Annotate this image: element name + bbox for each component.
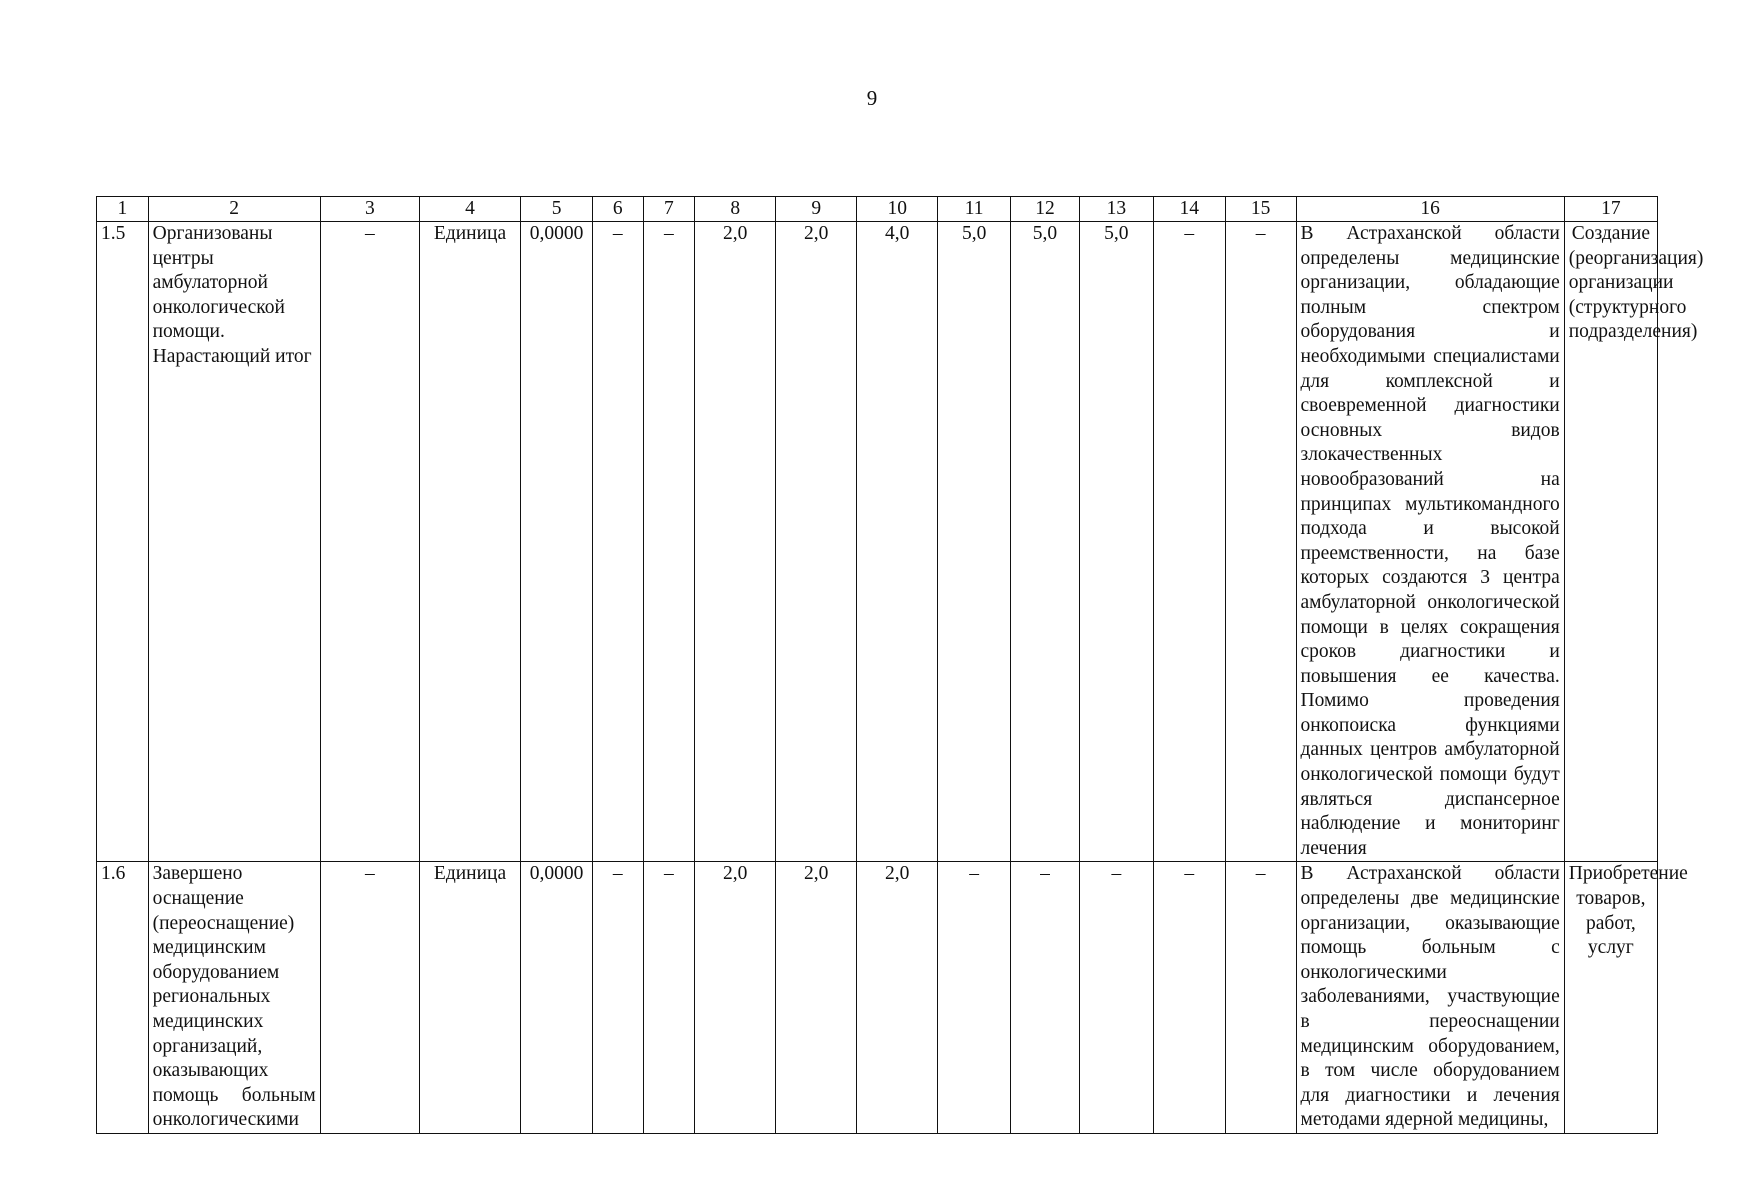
value-col13: 5,0 xyxy=(1079,222,1153,862)
value-col9: 2,0 xyxy=(776,862,857,1134)
base-value: 0,0000 xyxy=(521,222,593,862)
column-header: 1 xyxy=(97,197,149,222)
row-id: 1.6 xyxy=(97,862,149,1134)
column-header: 5 xyxy=(521,197,593,222)
value-col12: 5,0 xyxy=(1011,222,1080,862)
unit-cell: Единица xyxy=(419,222,520,862)
value-col13: – xyxy=(1079,862,1153,1134)
table-row xyxy=(97,222,1658,862)
column-header: 2 xyxy=(148,197,320,222)
value-col11: 5,0 xyxy=(938,222,1011,862)
value-col12: – xyxy=(1011,862,1080,1134)
cell-col3: – xyxy=(320,862,419,1134)
result-type: Создание (реорганизация) организации (структурного подразделения) xyxy=(1564,222,1657,862)
value-col9: 2,0 xyxy=(776,222,857,862)
column-header: 14 xyxy=(1153,197,1225,222)
table-header-row xyxy=(97,197,1658,222)
column-header: 15 xyxy=(1225,197,1296,222)
cell-col6: – xyxy=(593,862,644,1134)
value-col10: 2,0 xyxy=(857,862,938,1134)
unit-cell: Единица xyxy=(419,862,520,1134)
value-col10: 4,0 xyxy=(857,222,938,862)
column-header: 3 xyxy=(320,197,419,222)
table-row xyxy=(97,862,1658,1134)
base-value: 0,0000 xyxy=(521,862,593,1134)
column-header: 11 xyxy=(938,197,1011,222)
page-number: 9 xyxy=(866,86,878,110)
column-header: 4 xyxy=(419,197,520,222)
column-header: 16 xyxy=(1296,197,1564,222)
column-header: 7 xyxy=(643,197,695,222)
result-name: Организованы центры амбулаторной онкологической помощи. Нарастающий итог xyxy=(148,222,320,862)
cell-col7: – xyxy=(643,862,695,1134)
column-header: 12 xyxy=(1011,197,1080,222)
value-col8: 2,0 xyxy=(695,222,776,862)
column-header: 13 xyxy=(1079,197,1153,222)
column-header: 6 xyxy=(593,197,644,222)
column-header: 8 xyxy=(695,197,776,222)
column-header: 17 xyxy=(1564,197,1657,222)
result-type: Приобретение товаров, работ, услуг xyxy=(1564,862,1657,1134)
value-col8: 2,0 xyxy=(695,862,776,1134)
cell-col14: – xyxy=(1153,862,1225,1134)
cell-col14: – xyxy=(1153,222,1225,862)
column-header: 9 xyxy=(776,197,857,222)
column-header: 10 xyxy=(857,197,938,222)
cell-col3: – xyxy=(320,222,419,862)
cell-col15: – xyxy=(1225,862,1296,1134)
result-description: В Астраханской области определены две медицинские организации, оказывающие помощь больным с онкологическими заболеваниями, участвующие в переоснащении медицинским оборудованием, в том числе оборудованием для диагностики и лечения методами ядерной медицины, xyxy=(1296,862,1564,1134)
results-table xyxy=(96,196,1704,1134)
result-description: В Астраханской области определены медицинские организации, обладающие полным спектром оборудования и необходимыми специалистами для комплексной и своевременной диагностики основных видов злокачественных новообразований на принципах мультикомандного подхода и высокой преемственности, на базе которых создаются 3 центра амбулаторной онкологической помощи в целях сокращения сроков диагностики и повышения ее качества. Помимо проведения онкопоиска функциями данных центров амбулаторной онкологической помощи будут являться диспансерное наблюдение и мониторинг лечения xyxy=(1296,222,1564,862)
cell-col7: – xyxy=(643,222,695,862)
result-name: Завершено оснащение (переоснащение) медицинским оборудованием региональных медицинских организаций, оказывающих помощь больным онкологическими xyxy=(148,862,320,1134)
value-col11: – xyxy=(938,862,1011,1134)
cell-col6: – xyxy=(593,222,644,862)
row-id: 1.5 xyxy=(97,222,149,862)
cell-col15: – xyxy=(1225,222,1296,862)
